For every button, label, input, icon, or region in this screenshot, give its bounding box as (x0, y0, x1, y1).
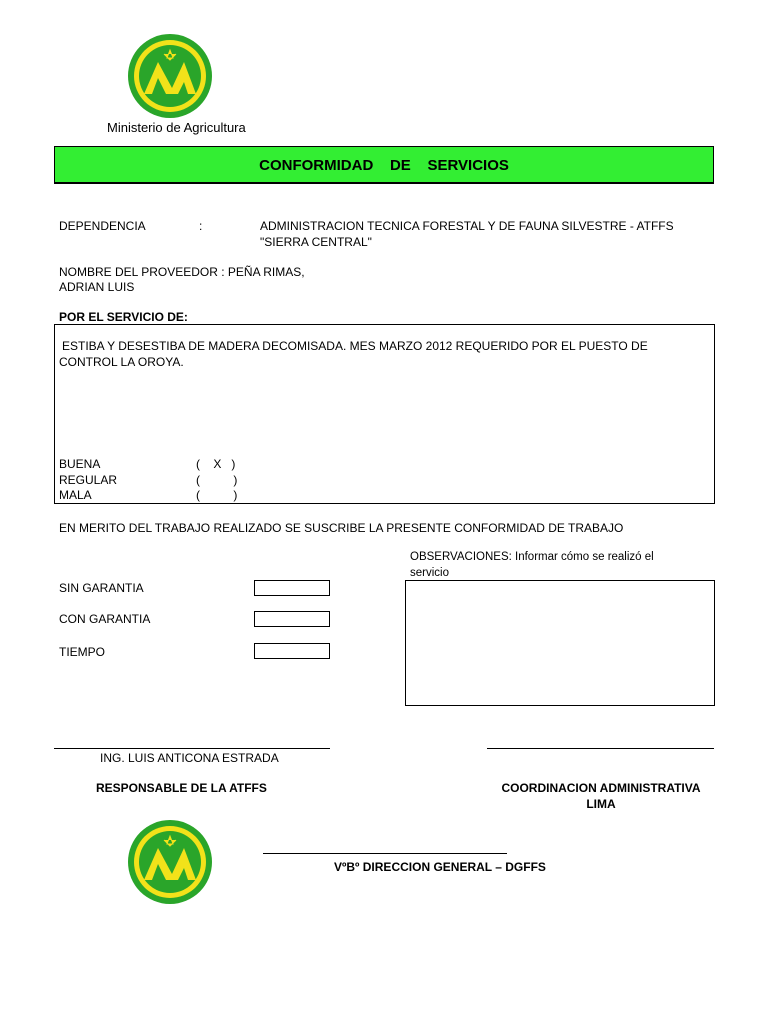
merito-text: EN MERITO DEL TRABAJO REALIZADO SE SUSCRIBE LA PRESENTE CONFORMIDAD DE TRABAJO (59, 521, 624, 535)
signature-right-role-line1: COORDINACION ADMINISTRATIVA (501, 781, 701, 795)
observaciones-label-line2: servicio (410, 567, 449, 579)
signature-left-name: ING. LUIS ANTICONA ESTRADA (100, 751, 279, 765)
sin-garantia-box[interactable] (254, 580, 330, 596)
sin-garantia-label: SIN GARANTIA (59, 581, 144, 595)
signature-bottom-role: VºBº DIRECCION GENERAL – DGFFS (334, 860, 546, 874)
observaciones-label-line1: OBSERVACIONES: Informar cómo se realizó el (410, 551, 654, 563)
observaciones-box[interactable] (405, 580, 715, 706)
signature-right-role-line2: LIMA (586, 797, 616, 811)
ministry-logo-bottom (126, 818, 214, 911)
proveedor-line1: NOMBRE DEL PROVEEDOR : PEÑA RIMAS, (59, 265, 305, 279)
tiempo-box[interactable] (254, 643, 330, 659)
signature-line-right (487, 748, 714, 749)
tiempo-label: TIEMPO (59, 645, 106, 659)
signature-left-role: RESPONSABLE DE LA ATFFS (96, 781, 267, 795)
servicio-label: POR EL SERVICIO DE: (59, 310, 188, 324)
dependencia-separator: : (199, 219, 203, 233)
signature-line-bottom (263, 853, 507, 854)
rating-label-mala: MALA (59, 488, 92, 502)
rating-label-regular: REGULAR (59, 473, 118, 487)
rating-mark-mala: ( ) (196, 488, 238, 502)
dependencia-label: DEPENDENCIA (59, 219, 146, 233)
dependencia-value-line2: "SIERRA CENTRAL" (260, 235, 372, 249)
dependencia-value-line1: ADMINISTRACION TECNICA FORESTAL Y DE FAUNA SILVESTRE - ATFFS (260, 219, 674, 233)
con-garantia-label: CON GARANTIA (59, 612, 151, 626)
title-bar (54, 146, 714, 184)
proveedor-line2: ADRIAN LUIS (59, 280, 135, 294)
rating-mark-buena: ( X ) (196, 457, 236, 471)
servicio-description-line2: CONTROL LA OROYA. (59, 355, 184, 369)
document-title: CONFORMIDAD DE SERVICIOS (259, 157, 509, 174)
rating-mark-regular: ( ) (196, 473, 238, 487)
con-garantia-box[interactable] (254, 611, 330, 627)
rating-label-buena: BUENA (59, 457, 101, 471)
ministry-name: Ministerio de Agricultura (107, 120, 246, 135)
servicio-description-line1: ESTIBA Y DESESTIBA DE MADERA DECOMISADA. MES MARZO 2012 REQUERIDO POR EL PUESTO DE (62, 339, 648, 353)
signature-line-left (54, 748, 330, 749)
ministry-logo (126, 32, 214, 125)
